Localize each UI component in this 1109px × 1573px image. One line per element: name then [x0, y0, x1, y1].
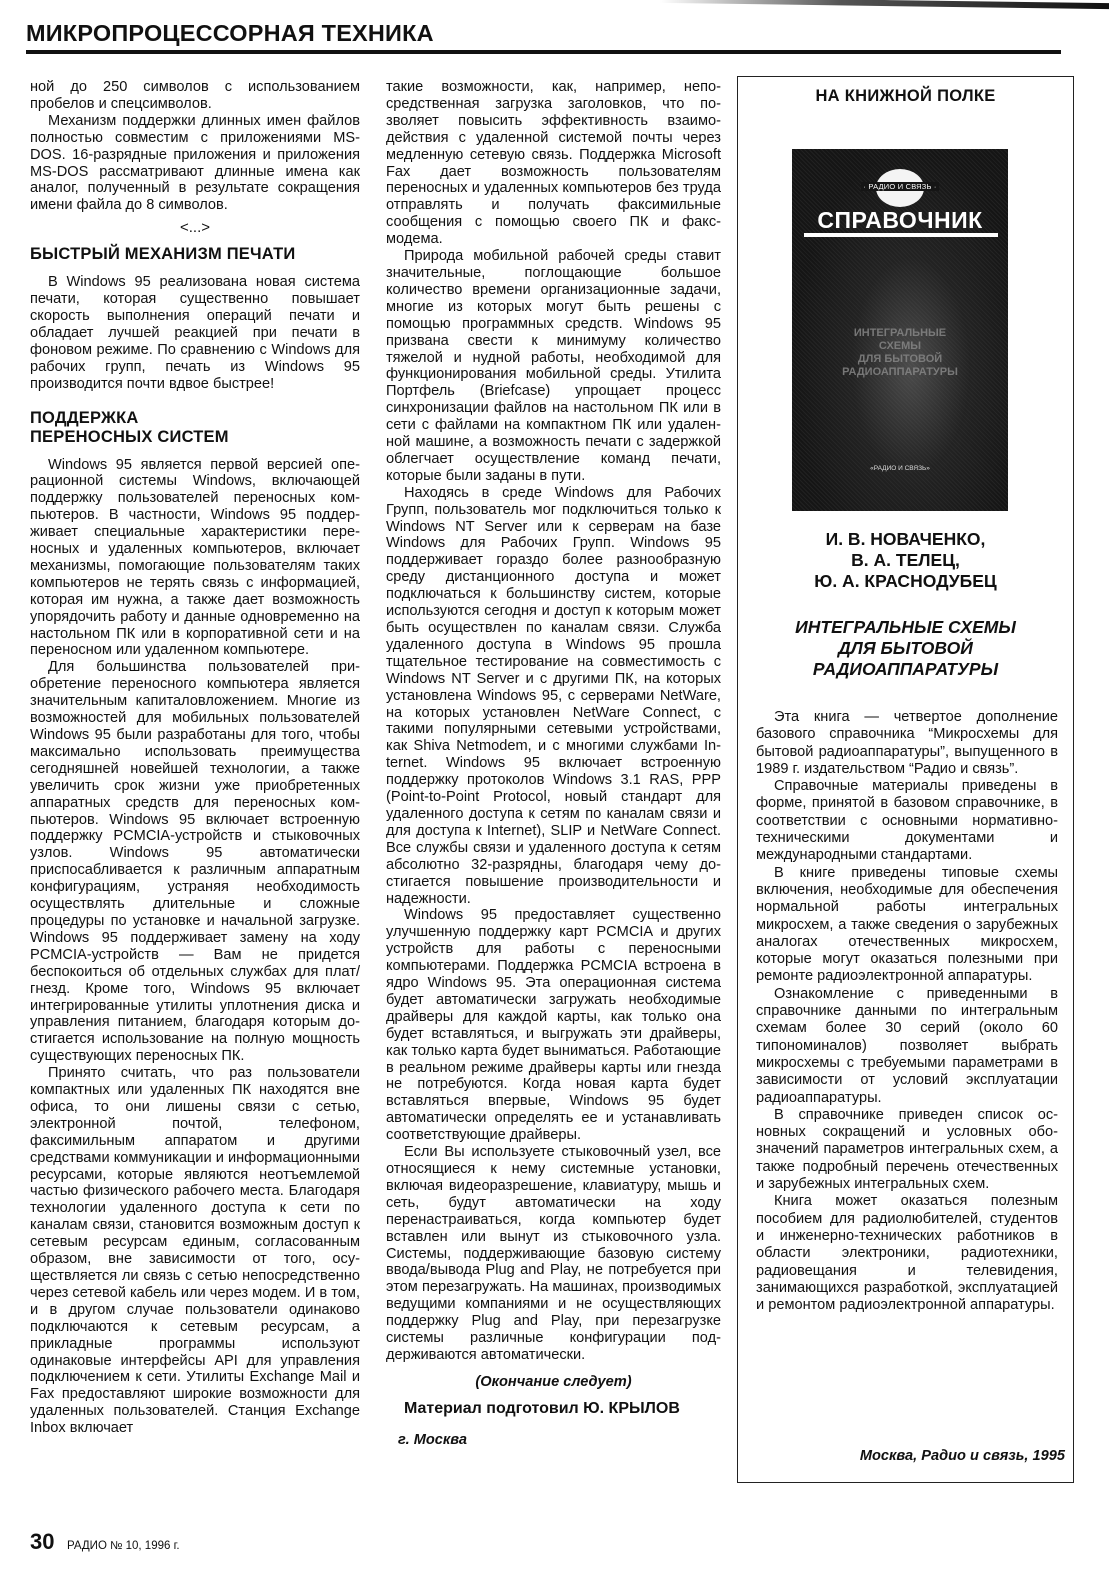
- cover-publisher-bottom: «РАДИО И СВЯЗЬ»: [870, 465, 930, 472]
- header-rule: [26, 50, 1061, 54]
- book-review-box: [737, 76, 1074, 1483]
- cover-underline: [804, 233, 998, 237]
- paragraph: Находясь в среде Windows для Рабочих Групп, пользователь мог подключиться только к Windows NT Server или к серверам на базе Windows для Рабочих Групп. Windows 95 поддерживает гораздо более разнообразную среду дистанционного доступа и может подключаться к большинству систем, которые используются сегодня и доступ к которым может быть осуществлен по каналам связи. Служба удаленного доступа в Windows 95 прошла тщательное тестирование на совместимость с Windows NT Server и с другими ПК, на которых установлена Windows 95, с серверами NetWare, на которых установлен NetWare Connect, с такими популярными сетевыми устройствами, как Shiva Netmodem, и с многими службами Internet. Windows 95 включает встроенную поддержку протоколов Windows 3.1 RAS, PPP (Point-to-Point Protocol, новый стандарт для удаленного доступа к сетям по каналам связи и для доступа к Internet), SLIP и NetWare Connect. Все службы связи и удаленного доступа к сетям абсолютно 32-разрядны, благодаря чему достигается повышение производительности и надежности.: [386, 484, 721, 907]
- author-name: В. А. ТЕЛЕЦ,: [851, 550, 960, 570]
- paragraph: Windows 95 является первой версией операционной системы Windows, включающей поддержку пользователей переносных компьютеров. В частности, Windows 95 поддерживает специальные характеристики переносных и удаленных компьютеров, включает механизмы, помогающие пользователям таких компьютеров не терять связь с информацией, которая им нужна, а также дает возможность упорядочить работу и данные одновременно на настольном ПК или в корпоративной сети и на переносном или удаленном компьютере.: [30, 456, 360, 659]
- paragraph: Книга может оказаться полезным пособием для радиолюбителей, студентов и инженерно-технических работников в области электроники, радиотехники, радиовещания и телевидения, занимающихся разработкой, эксплуатацией и ремонтом радиоэлектронной аппаратуры.: [756, 1193, 1058, 1314]
- book-title: [738, 617, 1073, 680]
- paragraph: Механизм поддержки длинных имен файлов полностью совместим с приложениями MS-DOS. 16-разрядные приложения и приложения MS-DOS рассматривают длинные имена как аналог, полученный в результате сокращения имени файла до 8 символов.: [30, 112, 360, 214]
- paragraph: Принято считать, что раз пользователи компактных или удаленных ПК находятся вне офиса, то они лишены связи с сетью, электронной почтой, телефоном, факсимильным аппаратом и другими средствами коммуникации и информационными ресурсами, которые являются неотъемлемой частью физического рабочего места. Благодаря технологии удаленного доступа к сети по каналам связи, становится возможным доступ к сетевым ресурсам единым, согласованным образом, вне зависимости от того, осуществляется ли связь с сетью непосредственно через сетевой кабель или через модем. И в том, и в другом случае пользователи одинаково подключаются к сетевым ресурсам, а прикладные программы используют одинаковые интерфейсы API для управления подключением к сети. Утилиты Exchange Mail и Fax предоставляют широкие возможности для удаленных пользователей. Станция Exchange Inbox включает: [30, 1065, 360, 1437]
- paragraph: В справочнике приведен список основных сокращений и условных обозначений параметров интегральных схем, а также подробный перечень отечественных и зарубежных интегральных схем.: [756, 1106, 1058, 1193]
- paragraph: ной до 250 символов с использованием пробелов и спецсимволов.: [30, 79, 360, 112]
- book-description: [756, 709, 1058, 1314]
- article-column-2: [386, 79, 721, 1449]
- cover-series-title: СПРАВОЧНИК: [817, 207, 983, 233]
- omission-mark: <...>: [179, 219, 211, 237]
- cover-subtitle-line: ИНТЕГРАЛЬНЫЕ: [853, 327, 947, 339]
- page-header: [26, 20, 1061, 46]
- book-box-title: НА КНИЖНОЙ ПОЛКЕ: [815, 87, 996, 105]
- paragraph: В Windows 95 реализована новая система печати, которая существенно повышает скорость выполнения операций печати и обладает лучшей реакцией при печати в фоновом режиме. По сравнению с Windows для рабочих групп, печать из Windows 95 производится почти вдвое быстрее!: [30, 274, 360, 392]
- paragraph: Windows 95 предоставляет существенно улучшенную поддержку карт PCMCIA и других устройств для работы с переносными компьютерами. Поддержка PCMCIA встроена в ядро Windows 95. Эта операционная система будет автоматически загружать необходимые драйверы для каждой карты, как только она будет вставляться, и выгружать эти драйверы, как только карта будет выниматься. Работающие в реальном режиме драйверы карты или гнезда не потребуются. Когда новая карта будет вставляться впервые, Windows 95 будет автоматически определять ее и устанавливать соответствующие драйверы.: [386, 907, 721, 1144]
- book-title-line: ДЛЯ БЫТОВОЙ: [838, 638, 973, 658]
- book-authors: [738, 529, 1073, 592]
- paragraph: В книге приведены типовые схемы включения, необходимые для обеспечения нормальной работы интегральных микросхем, а также сведения о зарубежных аналогах отечественных микросхем, которые могут оказаться полезными при ремонте радиоэлектронной аппаратуры.: [756, 864, 1058, 985]
- author-city: г. Москва: [398, 1431, 468, 1448]
- book-title-line: РАДИОАППАРАТУРЫ: [812, 659, 999, 679]
- heading-line: ПОДДЕРЖКА: [30, 408, 139, 427]
- paragraph: Справочные материалы приведены в форме, принятой в базовом справочнике, в соответствии с основными нормативно-техническими документами и международными стандартами.: [756, 778, 1058, 864]
- cover-subtitle-line: СХЕМЫ: [878, 340, 922, 352]
- paragraph: такие возможности, как, например, непосредственная загрузка заголовков, что позволяет повысить эффективность взаимодействия с удаленной системой почты через медленную сетевую связь. Поддержка Microsoft Fax дает возможность пользователям переносных и удаленных компьютеров без труда отправлять и получать факсимильные сообщения с помощью своего ПК и факс-модема.: [386, 79, 721, 248]
- issue-info: РАДИО № 10, 1996 г.: [66, 1540, 180, 1552]
- section-title: МИКРОПРОЦЕССОРНАЯ ТЕХНИКА: [26, 20, 434, 46]
- article-column-1: [30, 79, 360, 1437]
- author-name: И. В. НОВАЧЕНКО,: [825, 529, 986, 549]
- cover-subtitle-line: ДЛЯ БЫТОВОЙ: [857, 353, 943, 365]
- author-credit: Материал подготовил Ю. КРЫЛОВ: [404, 1399, 680, 1417]
- scan-edge-artifact: [660, 0, 1109, 9]
- section-heading-fast-printing: БЫСТРЫЙ МЕХАНИЗМ ПЕЧАТИ: [30, 245, 296, 264]
- paragraph: Ознакомление с приведенными в справочнике данными по интегральным схемам более 30 серий (около 60 типономиналов) позволяет выбрать микросхемы с требуемыми параметрами в зависимости от условий эксплуатации радиоаппаратуры.: [756, 985, 1058, 1106]
- paragraph: Эта книга — четвертое дополнение базового справочника “Микросхемы для бытовой радиоаппаратуры”, выпущенного в 1989 г. издательством “Радио и связь”.: [756, 709, 1058, 777]
- paragraph: Если Вы используете стыковочный узел, все относящиеся к нему системные установки, включая видеоразрешение, клавиатуру, мышь и сеть, будут автоматически на ходу перенастраиваться, когда компьютер будет вставлен или вынут из стыковочного узла. Системы, поддерживающие базовую систему ввода/вывода Plug and Play, не потребуется при этом перезагружать. На машинах, производимых ведущими компаниями и не осуществляющих поддержку Plug and Play, при перезагрузке системы различные конфигурации поддерживаются автоматически.: [386, 1144, 721, 1363]
- book-cover-image: [792, 149, 1008, 511]
- book-imprint: Москва, Радио и связь, 1995: [859, 1448, 1065, 1464]
- to-be-continued-note: (Окончание следует): [475, 1373, 632, 1390]
- heading-line: ПЕРЕНОСНЫХ СИСТЕМ: [30, 427, 229, 446]
- page-footer: [30, 1529, 180, 1555]
- cover-subtitle-line: РАДИОАППАРАТУРЫ: [842, 366, 958, 378]
- author-name: Ю. А. КРАСНОДУБЕЦ: [814, 571, 997, 591]
- page-number: 30: [30, 1529, 55, 1554]
- section-heading-portable-support: [30, 409, 360, 447]
- cover-subtitle: [792, 327, 1008, 379]
- paragraph: Для большинства пользователей приобретение переносного компьютера является значительным капиталовложением. Многие из возможностей для мобильных пользователей Windows 95 были разработаны для того, чтобы максимально использовать преимущества сегодняшней новейшей технологии, а также увеличить срок жизни уже приобретенных аппаратных средств для переносных компьютеров. Windows 95 включает встроенную поддержку PCMCIA-устройств и стыковочных узлов. Windows 95 автоматически приспосабливается к различным аппаратным конфигурациям, устраняя необходимость осуществлять длительные и сложные процедуры по установке и начальной загрузке. Windows 95 поддерживает замену на ходу PCMCIA-устройств — Вам не придется беспокоиться об отдельных службах для плат/гнезд. Кроме того, Windows 95 включает интегрированные утилиты уплотнения диска и управления питанием, благодаря которым достигается использование на полную мощность существующих переносных ПК.: [30, 659, 360, 1065]
- cover-publisher-top: · РАДИО И СВЯЗЬ ·: [863, 182, 937, 191]
- book-title-line: ИНТЕГРАЛЬНЫЕ СХЕМЫ: [795, 617, 1016, 637]
- paragraph: Природа мобильной рабочей среды ставит значительные, поглощающие большое количество времени организационные задачи, многие из которых могут быть решены с помощью программных средств. Windows 95 призвана свести к минимуму количество тяжелой и нудной работы, необходимой для функционирования мобильной среды. Утилита Портфель (Briefcase) упрощает процесс синхронизации файлов на настольном ПК или в сети с файлами на компактном ПК или удаленной машине, а возможность печати с задержкой облегчает осуществление команд печати, которые были заданы в пути.: [386, 248, 721, 484]
